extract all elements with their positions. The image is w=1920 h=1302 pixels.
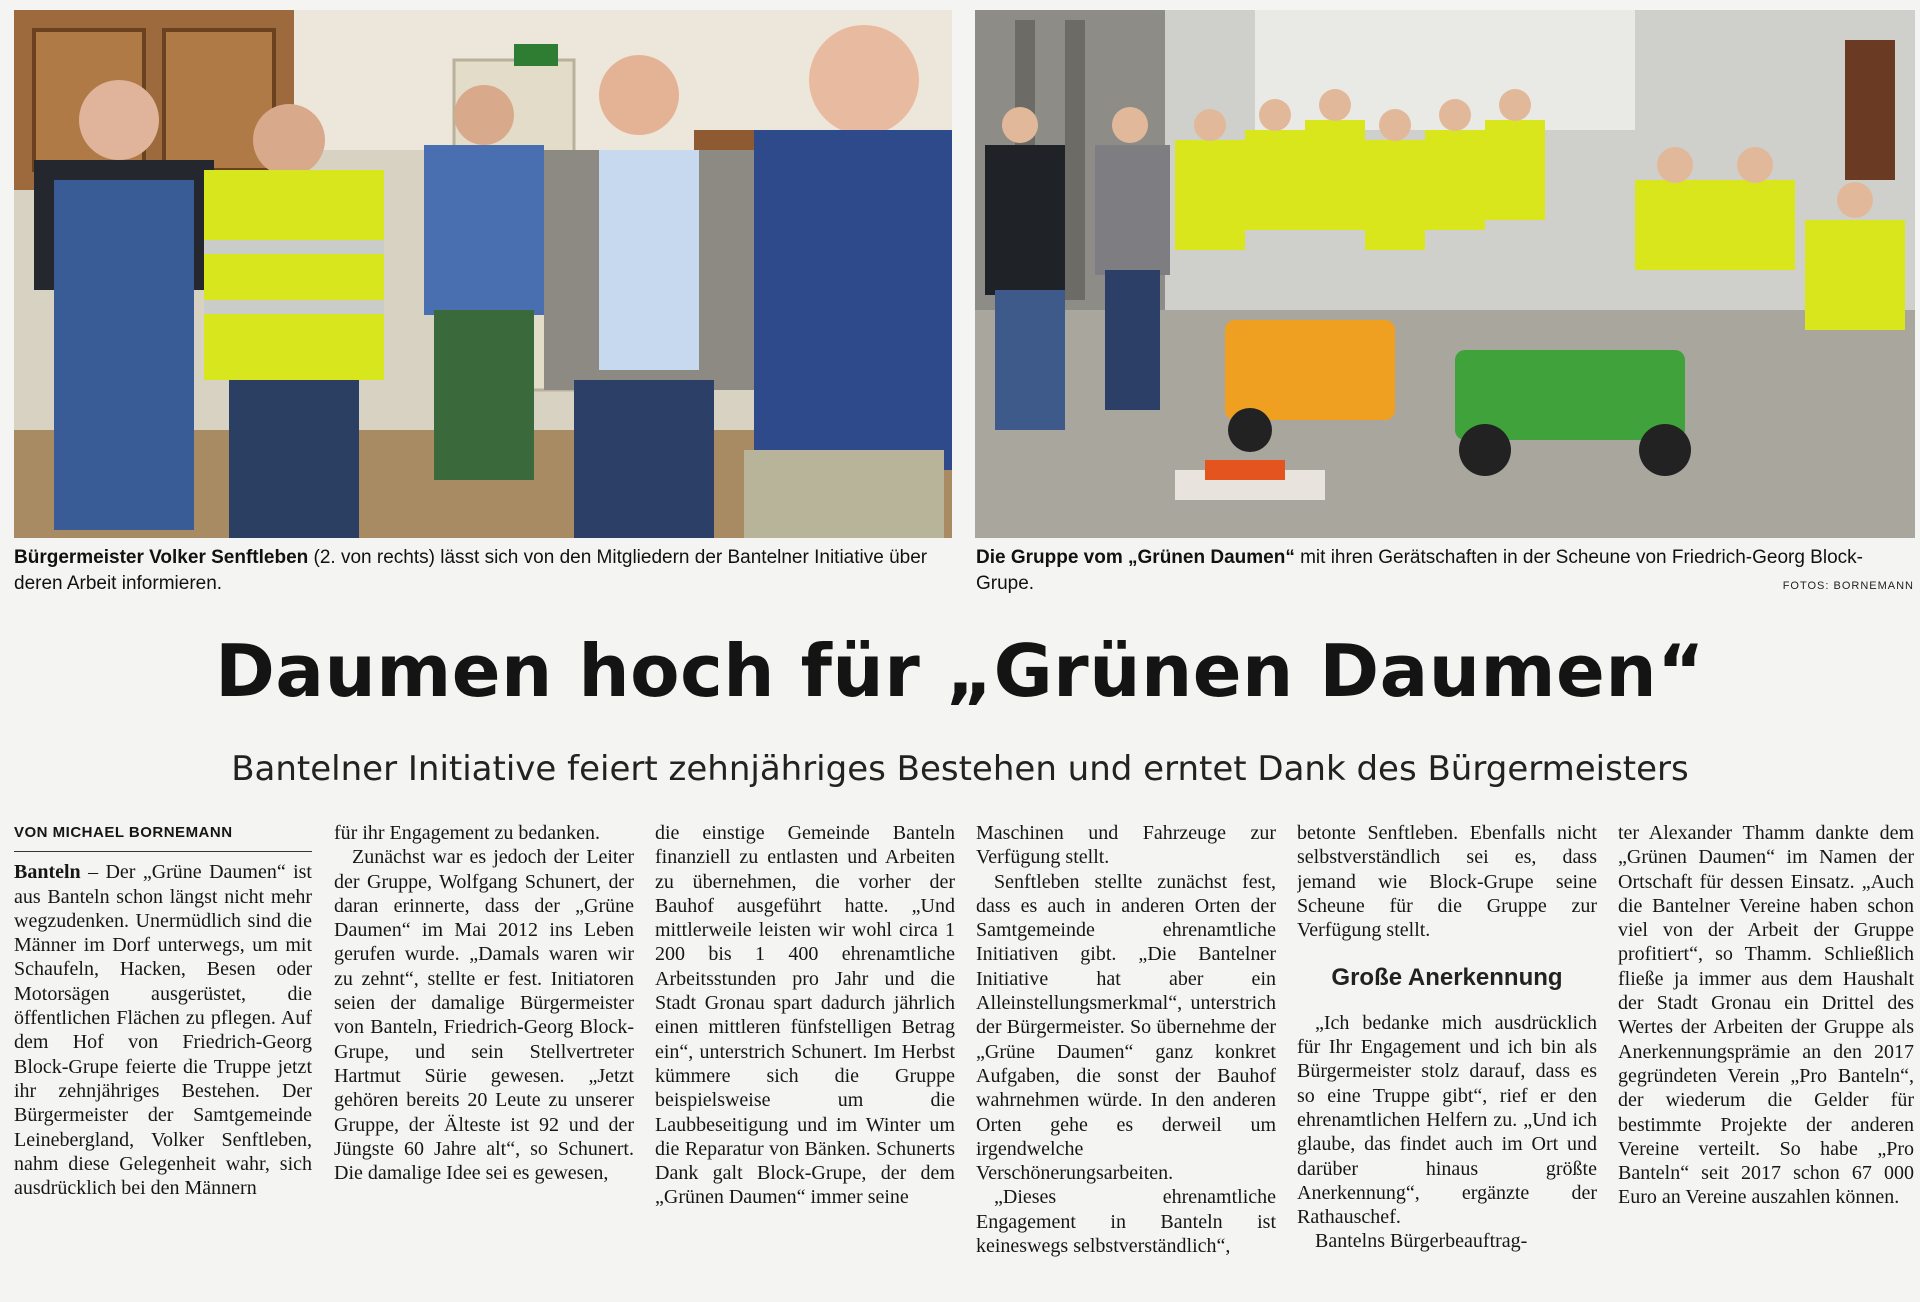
article-column-2 [334, 821, 634, 1301]
article-column-3 [655, 821, 955, 1301]
article-column-6 [1618, 821, 1914, 1301]
article-column-1 [14, 821, 312, 1301]
paragraph: „Ich bedanke mich ausdrücklich für Ihr Engagement und ich bin als Bürgermeister stolz darauf, dass es so eine Truppe gibt“, rief er den ehrenamtlichen Helfern zu. „Und ich glaube, das findet auch im Ort und darüber hinaus größte Anerkennung“, ergänzte der Rathauschef. [1297, 1011, 1597, 1229]
caption-right-text: mit ihren Gerätschaften in der Scheune von Friedrich-Georg Block-Grupe. [976, 547, 1863, 594]
caption-right-bold: Die Gruppe vom „Grünen Daumen“ [976, 547, 1295, 568]
photo-credit: FOTOS: BORNEMANN [1782, 580, 1914, 592]
paragraph: für ihr Engagement zu bedanken. [334, 822, 601, 844]
paragraph: betonte Senftleben. Ebenfalls nicht selbstverständlich sei es, dass jemand wie Block-Grupe seine Scheune für die Gruppe zur Verfügung stellt. [1297, 822, 1597, 942]
section-subheading: Große Anerkennung [1331, 964, 1563, 992]
article-headline: Daumen hoch für „Grünen Daumen“ [215, 629, 1705, 713]
paragraph: Maschinen und Fahrzeuge zur Verfügung stellt. [976, 822, 1276, 869]
photo-group-in-barn [975, 10, 1915, 538]
article-column-5 [1297, 821, 1597, 1301]
paragraph: Zunächst war es jedoch der Leiter der Gruppe, Wolfgang Schunert, der daran erinnerte, dass der „Grüne Daumen“ im Mai 2012 ins Leben gerufen wurde. „Damals waren wir zu zehnt“, stellte er fest. Initiatoren seien der damalige Bürgermeister von Banteln, Friedrich-Georg Block-Grupe, und sein Stellvertreter Hartmut Sürie gewesen. „Jetzt gehören bereits 20 Leute zu unserer Gruppe, der Älteste ist 92 und der Jüngste 60 Jahre alt“, so Schunert. Die damalige Idee sei es gewesen, [334, 846, 634, 1185]
paragraph: „Dieses ehrenamtliche Engagement in Banteln ist keineswegs selbstverständlich“, [976, 1186, 1276, 1258]
paragraph: ter Alexander Thamm dankte dem „Grünen Daumen“ im Namen der Ortschaft für dessen Einsatz. „Auch die Bantelner Vereine haben schon viel von der Arbeit der Gruppe profitiert“, so Thamm. Schließlich fließe ja immer aus dem Haushalt der Stadt Gronau ein Drittel des Wertes der Arbeiten der Gruppe als Anerkennungsprämie an den 2017 gegründeten Verein „Pro Banteln“, der wiederum die Gelder für bestimmte Projekte der anderen Vereine verteilt. So habe „Pro Banteln“ seit 2017 schon 67 000 Euro an Vereine auszahlen können. [1618, 822, 1914, 1209]
dateline: Banteln [14, 861, 81, 884]
paragraph: Bantelns Bürgerbeauftrag- [1315, 1230, 1528, 1253]
paragraph: die einstige Gemeinde Banteln finanziell zu entlasten und Arbeiten zu übernehmen, die vorher der Bauhof ausgeführt hatte. „Und mittlerweile leisten wir wohl circa 1 200 bis 1 400 ehrenamtliche Arbeitsstunden pro Jahr und die Stadt Gronau spart dadurch jährlich einen mittleren fünfstelligen Betrag ein“, unterstrich Schunert. Im Herbst kümmere sich die Gruppe beispielsweise um die Laubbeseitigung und im Winter um die Reparatur von Bänken. Schunerts Dank galt Block-Grupe, der dem „Grünen Daumen“ immer seine [655, 822, 955, 1209]
photo-caption-right [976, 545, 1912, 597]
photo-mayor-conversation [14, 10, 952, 538]
caption-left-text: (2. von rechts) lässt sich von den Mitgliedern der Bantelner Initiative über deren Arbeit informieren. [14, 547, 928, 594]
photo-caption-left [14, 545, 944, 597]
caption-left-bold: Bürgermeister Volker Senftleben [14, 547, 309, 568]
paragraph [14, 860, 312, 1200]
paragraph-text: – Der „Grüne Daumen“ ist aus Banteln schon längst nicht mehr wegzudenken. Unermüdlich sind die Männer im Dorf unterwegs, um mit Schaufeln, Hacken, Besen oder Motorsägen ausgerüstet, die öffentlichen Flächen zu pflegen. Auf dem Hof von Friedrich-Georg Block-Grupe feierte die Truppe jetzt ihr zehnjähriges Bestehen. Der Bürgermeister der Samtgemeinde Leinebergland, Volker Senftleben, nahm diese Gelegenheit wahr, sich ausdrücklich bei den Männern [14, 861, 312, 1200]
byline: VON MICHAEL BORNEMANN [14, 821, 312, 852]
article-column-4 [976, 821, 1276, 1301]
paragraph: Senftleben stellte zunächst fest, dass es auch in anderen Orten der Samtgemeinde ehrenamtliche Initiativen gibt. „Die Bantelner Initiative hat aber ein Alleinstellungsmerkmal“, unterstrich der Bürgermeister. So übernehme der „Grüne Daumen“ ganz konkret Aufgaben, die sonst der Bauhof wahrnehmen würde. In den anderen Orten gehe es derweil um irgendwelche Verschönerungsarbeiten. [976, 870, 1276, 1185]
article-subheadline: Bantelner Initiative feiert zehnjähriges Bestehen und erntet Dank des Bürgermeisters [231, 749, 1689, 789]
